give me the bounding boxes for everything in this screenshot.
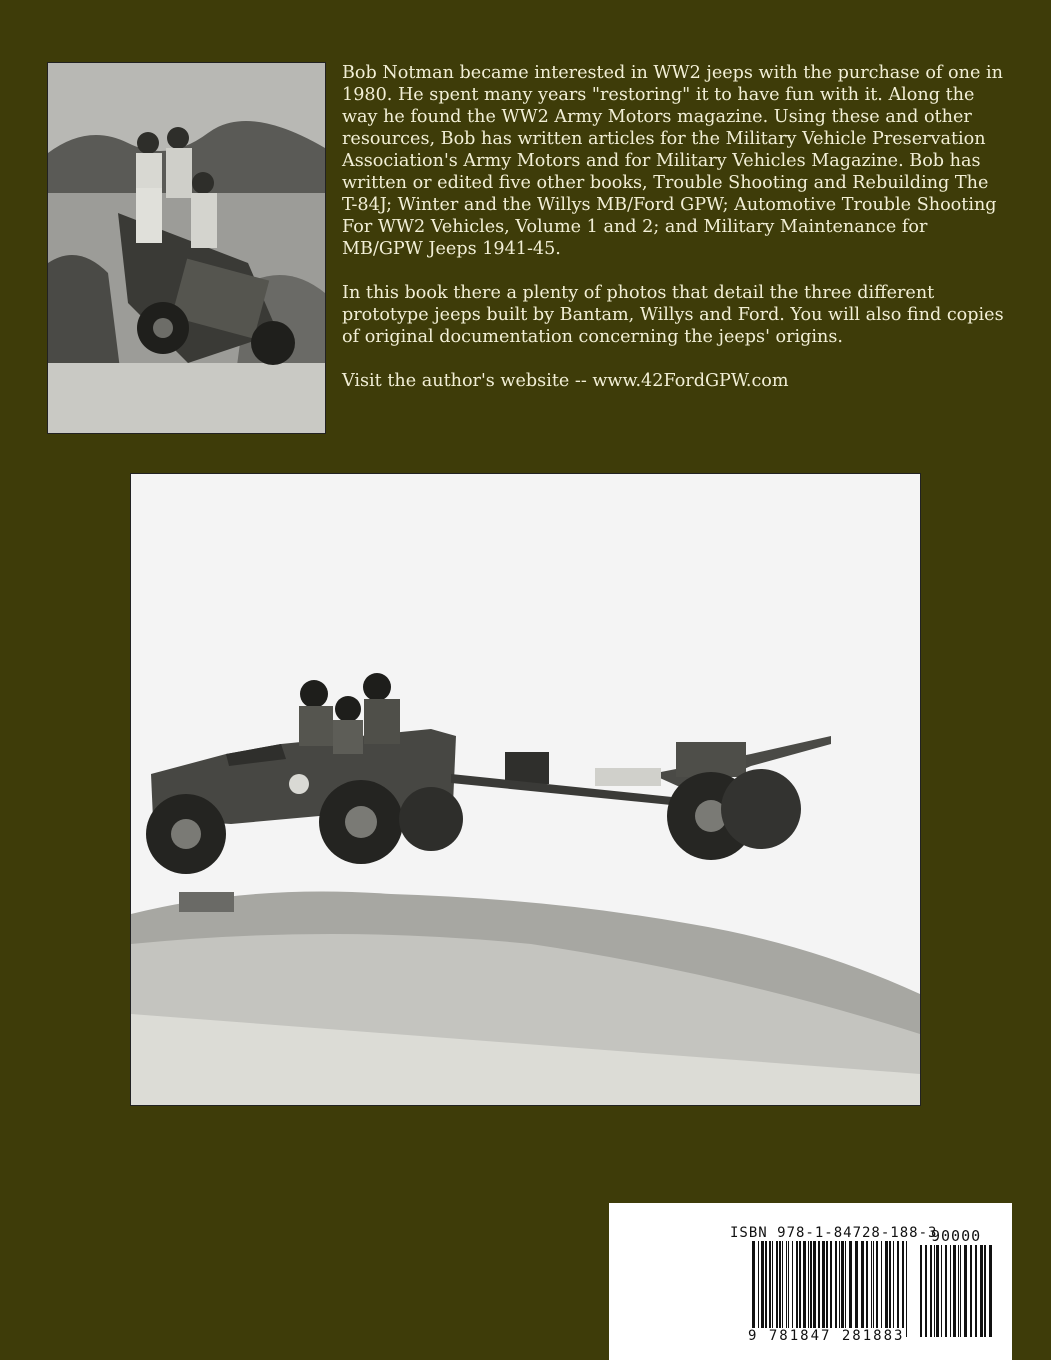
jeep-jump-illustration xyxy=(131,474,920,1105)
isbn-label: ISBN 978-1-84728-188-3 xyxy=(730,1225,938,1241)
barcode-digits: 9 781847 281883 xyxy=(748,1328,905,1344)
jeep-brush-illustration xyxy=(48,63,325,433)
photo-soldiers-in-jeep xyxy=(47,62,326,434)
blurb-paragraph-website: Visit the author's website -- www.42FordGPW.com xyxy=(342,371,789,391)
barcode-supplement-bars xyxy=(920,1245,996,1337)
blurb-paragraph-book: In this book there a plenty of photos that detail the three different prototype jeeps built by Bantam, Willys and Ford. You will also find copies of original documentation concerning the jeeps' origins. xyxy=(342,283,1004,347)
barcode-main-bars xyxy=(752,1241,912,1337)
isbn-barcode-panel xyxy=(609,1203,1012,1360)
photo-jeep-towing-gun xyxy=(130,473,921,1106)
author-blurb xyxy=(342,62,1007,414)
blurb-paragraph-author: Bob Notman became interested in WW2 jeeps with the purchase of one in 1980. He spent many years "restoring" it to have fun with it. Along the way he found the WW2 Army Motors magazine. Using these and other resources, Bob has written articles for the Military Vehicle Preservation Association's Army Motors and for Military Vehicles Magazine. Bob has written or edited five other books, Trouble Shooting and Rebuilding The T-84J; Winter and the Willys MB/Ford GPW; Automotive Trouble Shooting For WW2 Vehicles, Volume 1 and 2; and Military Maintenance for MB/GPW Jeeps 1941-45. xyxy=(342,63,1003,259)
barcode-price-code: 90000 xyxy=(931,1227,982,1245)
